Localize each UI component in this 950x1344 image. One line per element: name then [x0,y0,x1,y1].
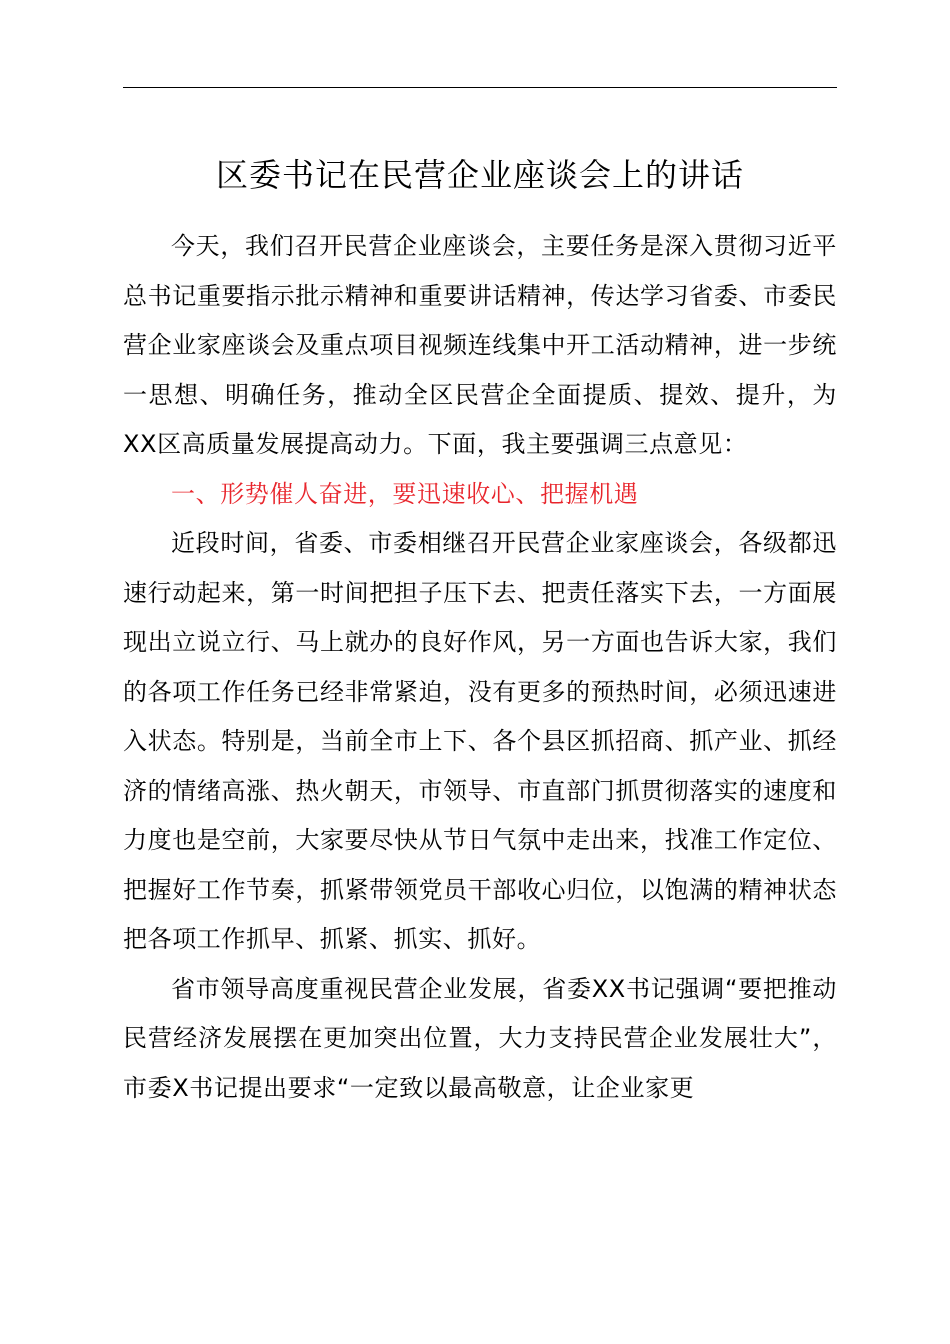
section-heading: 一、形势催人奋进，要迅速收心、把握机遇 [171,479,639,508]
header-rule [123,87,837,88]
document-body [123,222,837,1113]
body-paragraph: 近段时间，省委、市委相继召开民营企业家座谈会，各级都迅速行动起来，第一时间把担子压下去、把责任落实下去，一方面展现出立说立行、马上就办的良好作风，另一方面也告诉大家，我们的各项工作任务已经非常紧迫，没有更多的预热时间，必须迅速进入状态。特别是，当前全市上下、各个县区抓招商、抓产业、抓经济的情绪高涨、热火朝天，市领导、市直部门抓贯彻落实的速度和力度也是空前，大家要尽快从节日气氛中走出来，找准工作定位、把握好工作节奏，抓紧带领党员干部收心归位，以饱满的精神状态把各项工作抓早、抓紧、抓实、抓好。 [123,529,837,953]
body-paragraph: 省市领导高度重视民营企业发展，省委XX书记强调“要把推动民营经济发展摆在更加突出位置，大力支持民营企业发展壮大”，市委X书记提出要求“一定致以最高敬意，让企业家更 [123,974,837,1102]
intro-paragraph: 今天，我们召开民营企业座谈会，主要任务是深入贯彻习近平总书记重要指示批示精神和重要讲话精神，传达学习省委、市委民营企业家座谈会及重点项目视频连线集中开工活动精神，进一步统一思想、明确任务，推动全区民营企全面提质、提效、提升，为XX区高质量发展提高动力。下面，我主要强调三点意见： [123,232,837,458]
document-title: 区委书记在民营企业座谈会上的讲话 [215,156,744,194]
